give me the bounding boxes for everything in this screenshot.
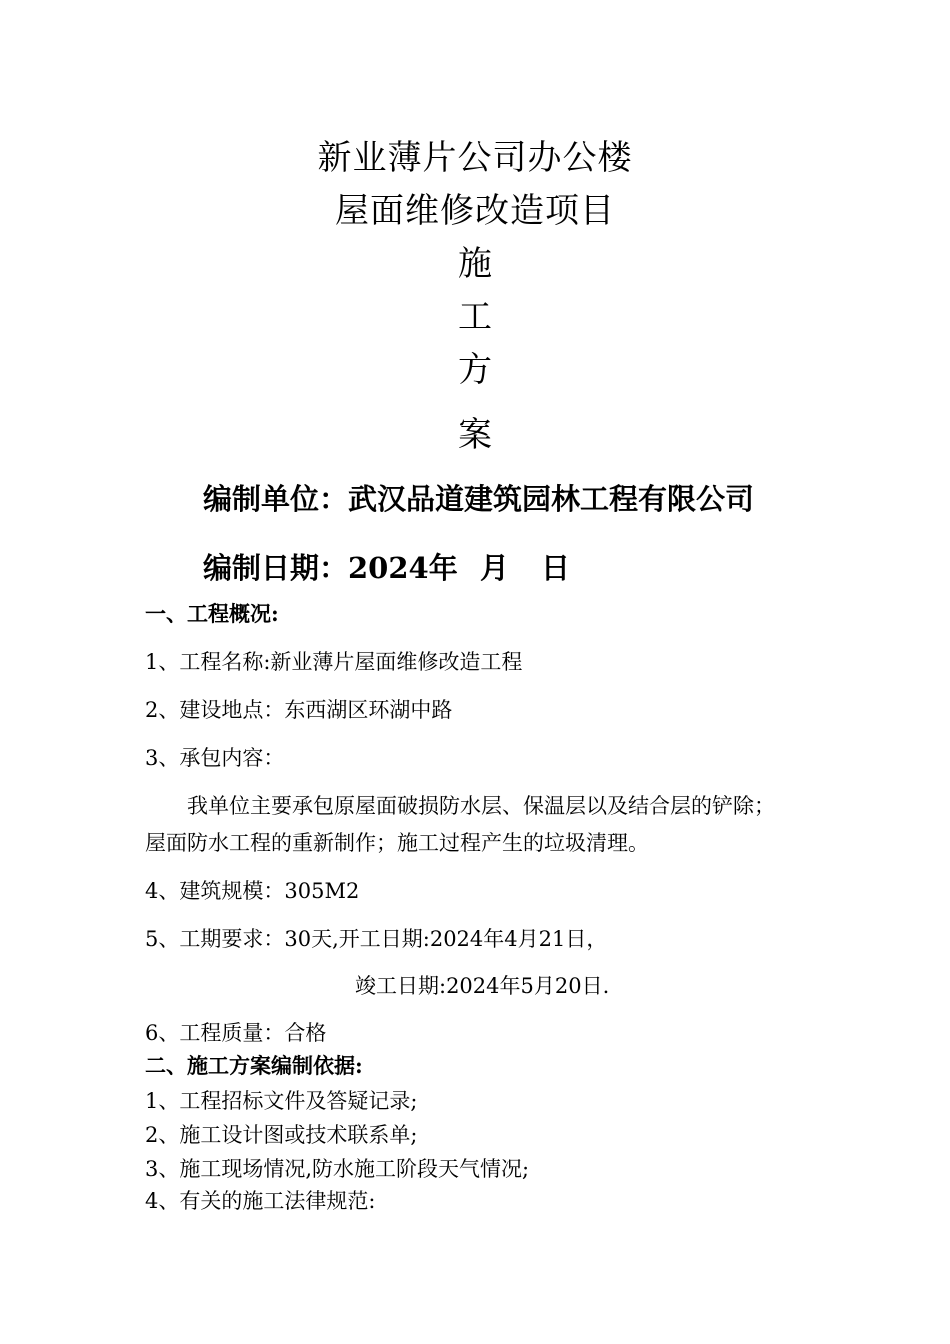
- overview-item-6: 6、工程质量：合格: [145, 1021, 327, 1045]
- overview-item-1: 1、工程名称:新业薄片屋面维修改造工程: [145, 650, 523, 674]
- basis-item-3: 3、施工现场情况,防水施工阶段天气情况;: [145, 1157, 530, 1181]
- compiling-unit: 编制单位：武汉品道建筑园林工程有限公司: [203, 482, 755, 516]
- section-heading-overview: 一、工程概况:: [145, 601, 279, 626]
- overview-paragraph-line-2: 屋面防水工程的重新制作；施工过程产生的垃圾清理。: [145, 831, 649, 855]
- compiling-date-day: 日: [541, 551, 571, 585]
- overview-item-2: 2、建设地点：东西湖区环湖中路: [145, 698, 453, 722]
- overview-item-4: 4、建筑规模：305M2: [145, 879, 360, 903]
- basis-item-2: 2、施工设计图或技术联系单;: [145, 1123, 418, 1147]
- basis-item-4: 4、有关的施工法律规范:: [145, 1189, 376, 1213]
- title-char-an: 案: [458, 415, 492, 455]
- title-char-fang: 方: [458, 350, 492, 390]
- section-heading-basis: 二、施工方案编制依据:: [145, 1053, 363, 1078]
- overview-item-5-continued: 竣工日期:2024年5月20日.: [355, 974, 610, 998]
- compiling-date-month: 月: [480, 551, 510, 585]
- title-char-gong: 工: [458, 297, 492, 337]
- title-char-shi: 施: [458, 244, 492, 284]
- compiling-date-label: 编制日期：2024年: [203, 551, 458, 585]
- overview-paragraph-line-1: 我单位主要承包原屋面破损防水层、保温层以及结合层的铲除；: [187, 794, 775, 818]
- overview-item-5: 5、工期要求：30天,开工日期:2024年4月21日，: [145, 927, 608, 951]
- basis-item-1: 1、工程招标文件及答疑记录;: [145, 1089, 418, 1113]
- overview-item-3: 3、承包内容：: [145, 746, 285, 770]
- title-line-2: 屋面维修改造项目: [335, 191, 615, 231]
- title-line-1: 新业薄片公司办公楼: [317, 138, 633, 178]
